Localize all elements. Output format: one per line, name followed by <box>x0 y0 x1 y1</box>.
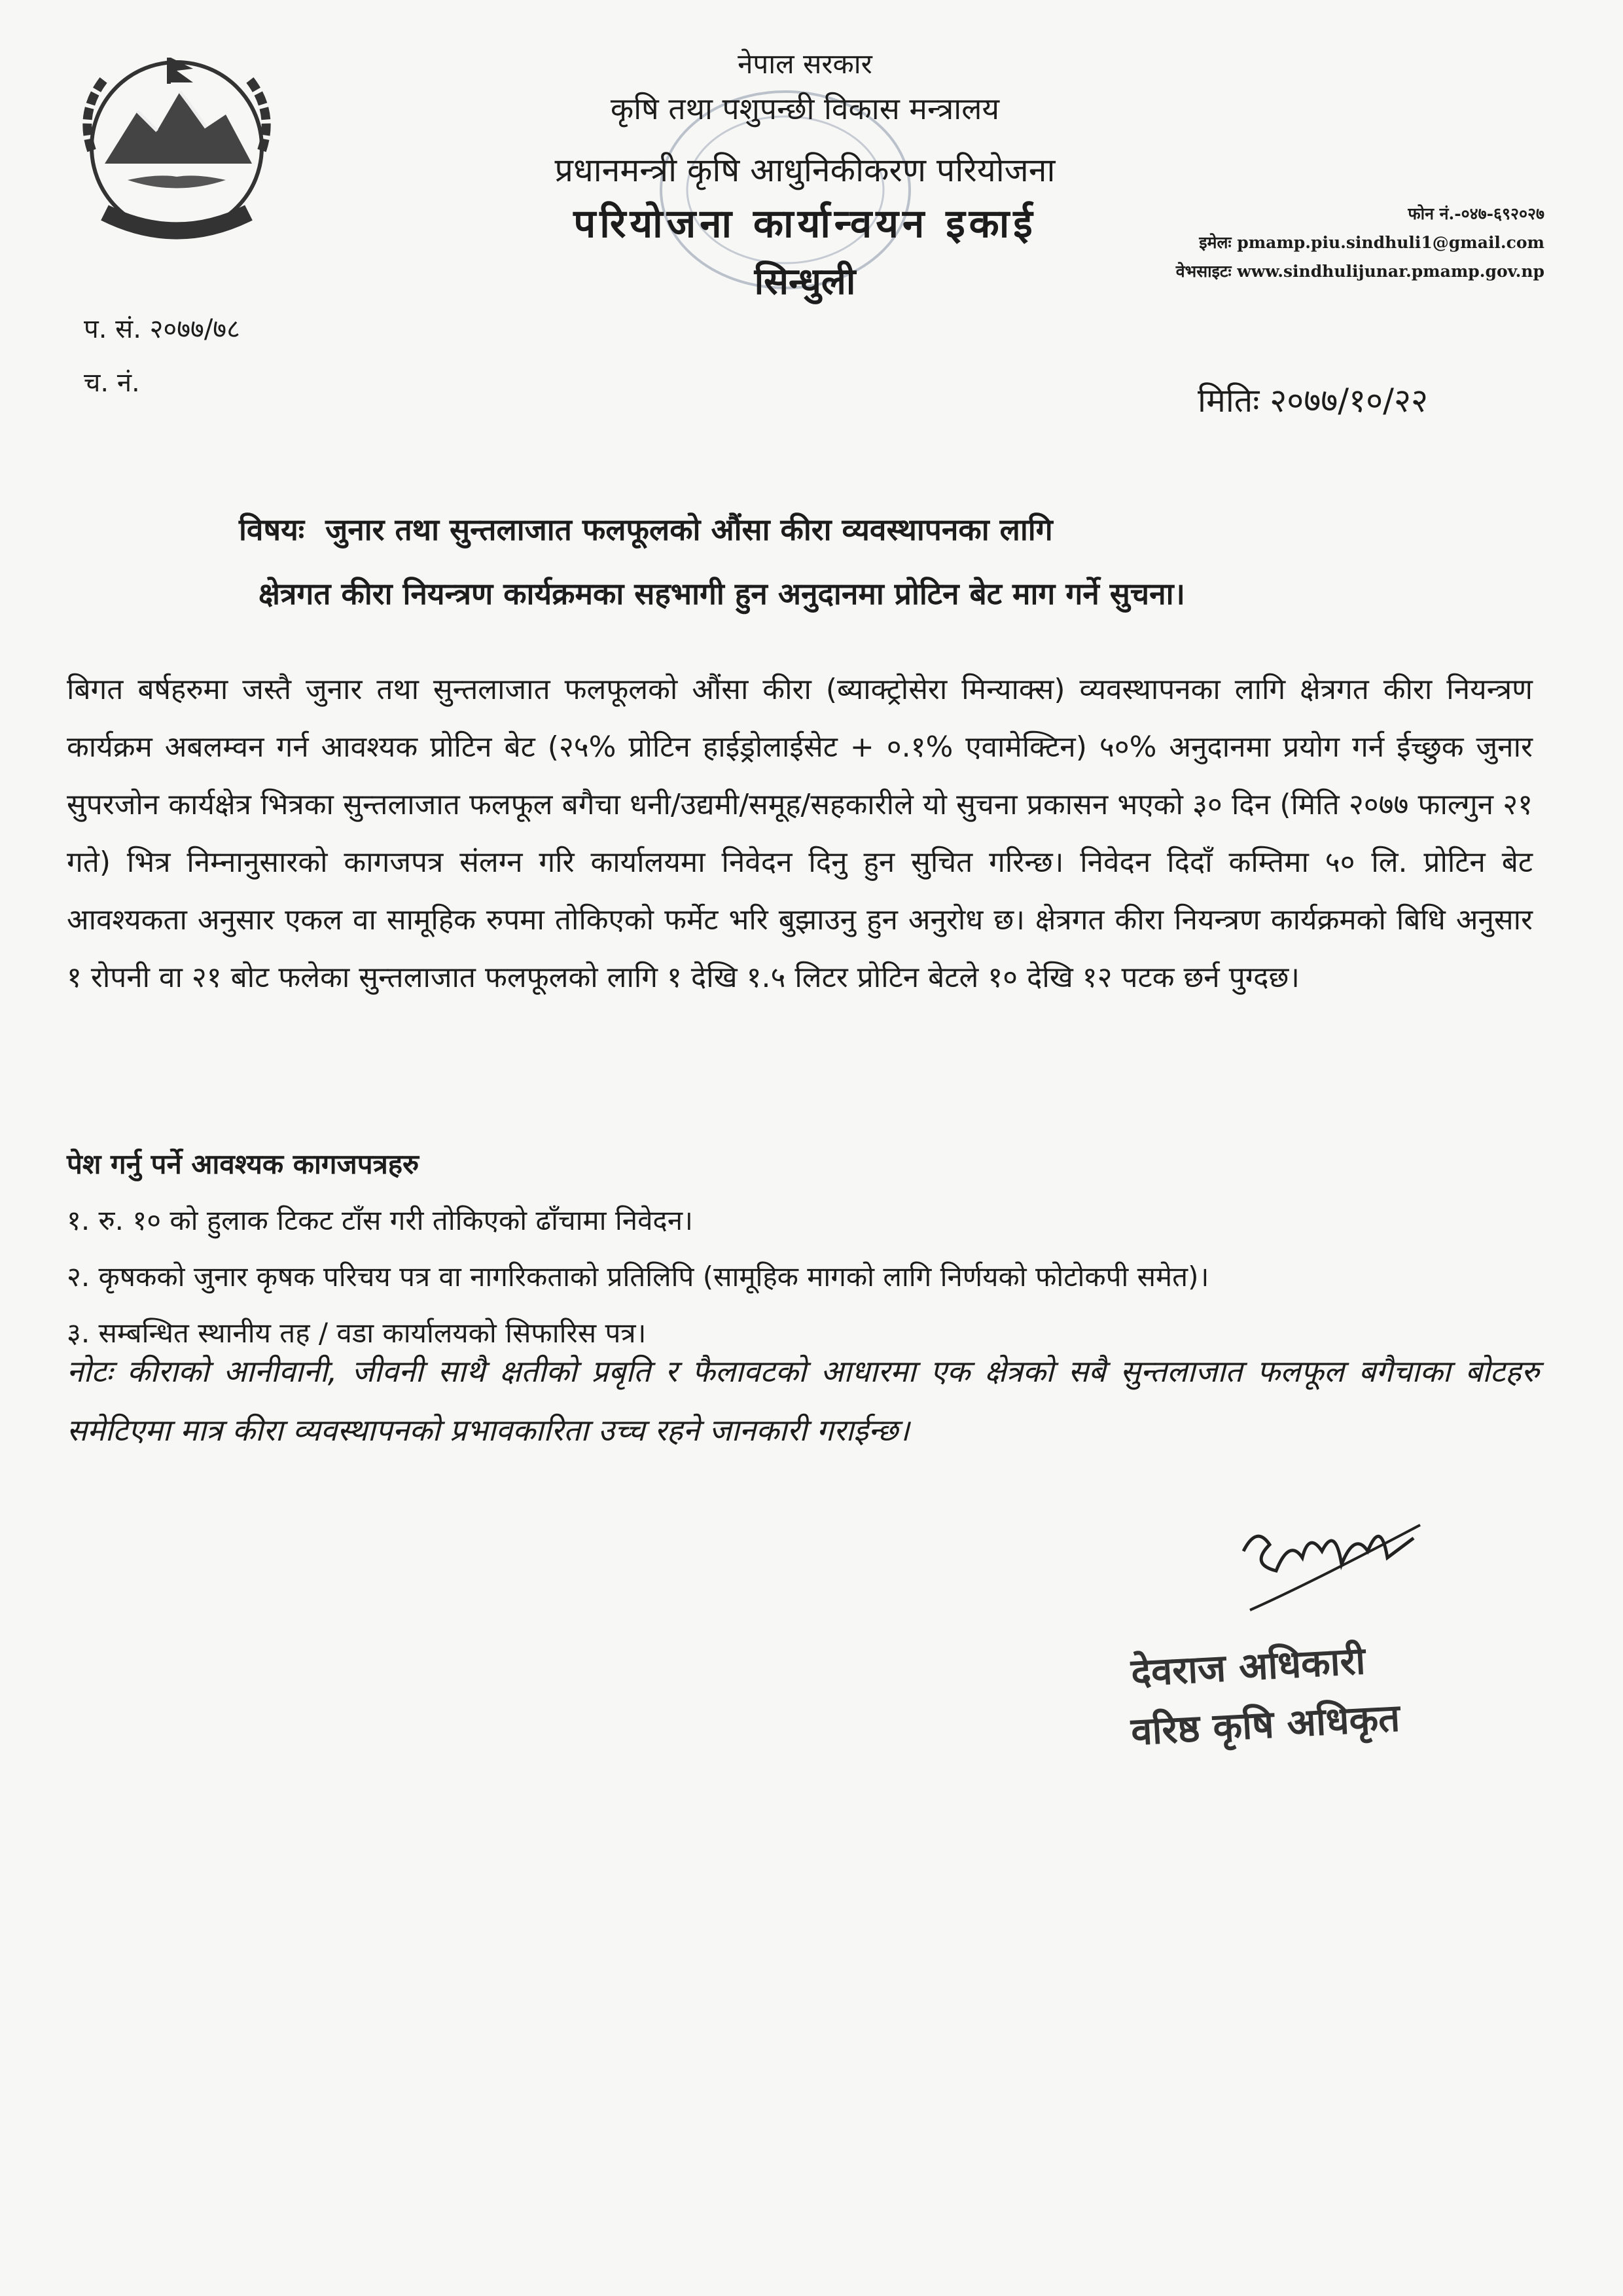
subject-text-2: क्षेत्रगत कीरा नियन्त्रण कार्यक्रमका सहभागी हुन अनुदानमा प्रोटिन बेट माग गर्ने सुचना। <box>259 576 1185 611</box>
signer-block <box>1131 1636 1400 1754</box>
signature-scribble <box>1230 1512 1427 1623</box>
signer-title: वरिष्ठ कृषि अधिकृत <box>1130 1695 1401 1754</box>
signature <box>1230 1512 1427 1623</box>
reference-block <box>84 302 240 410</box>
requirement-item: २. कृषकको जुनार कृषक परिचय पत्र वा नागरिकताको प्रतिलिपि (सामूहिक मागको लागि निर्णयको फोटोकपी समेत)। <box>67 1261 1209 1293</box>
signer-name: देवराज अधिकारी <box>1130 1638 1366 1695</box>
requirement-item: १. रु. १० को हुलाक टिकट टाँस गरी तोकिएको ढाँचामा निवेदन। <box>67 1204 693 1236</box>
letter-date: मितिः २०७७/१०/२२ <box>1198 382 1428 420</box>
contact-website: वेभसाइटः www.sindhulijunar.pmamp.gov.np <box>1175 262 1544 281</box>
nepal-emblem <box>65 39 288 255</box>
subject-text-1: जुनार तथा सुन्तलाजात फलफूलको औंसा कीरा व्यवस्थापनका लागि <box>325 512 1053 547</box>
letter-number: प. सं. २०७७/७८ <box>84 314 240 344</box>
contact-email: इमेलः pmamp.piu.sindhuli1@gmail.com <box>1199 233 1544 252</box>
header-ministry: कृषि तथा पशुपन्छी विकास मन्त्रालय <box>610 91 1000 126</box>
header-district: सिन्धुली <box>754 260 856 303</box>
contact-block <box>1126 200 1544 286</box>
header-project: प्रधानमन्त्री कृषि आधुनिकीकरण परियोजना <box>554 151 1056 189</box>
dispatch-number: च. नं. <box>84 368 140 398</box>
subject-block <box>239 497 1515 626</box>
header-unit: परियोजना कार्यान्वयन इकाई <box>573 201 1037 247</box>
subject-line-1 <box>239 497 1515 562</box>
subject-label: विषयः <box>239 512 305 547</box>
contact-phone: फोन नं.-०४७-६९२०२७ <box>1408 204 1544 223</box>
requirements-block <box>67 1136 1559 1361</box>
note-paragraph: नोटः कीराको आनीवानी, जीवनी साथै क्षतीको प्रबृति र फैलावटको आधारमा एक क्षेत्रको सबै सुन्तलाजात फलफूल बगैचाका बोटहरु समेटिएमा मात्र कीरा व्यवस्थापनको प्रभावकारिता उच्च रहने जानकारी गराईन्छ। <box>67 1354 1539 1448</box>
header-government: नेपाल सरकार <box>738 48 872 80</box>
requirement-item: ३. सम्बन्धित स्थानीय तह / वडा कार्यालयको सिफारिस पत्र। <box>67 1317 647 1349</box>
body-paragraph: बिगत बर्षहरुमा जस्तै जुनार तथा सुन्तलाजात फलफूलको औंसा कीरा (ब्याक्ट्रोसेरा मिन्याक्स) व्यवस्थापनका लागि क्षेत्रगत कीरा नियन्त्रण कार्यक्रम अबलम्वन गर्न आवश्यक प्रोटिन बेट (२५% प्रोटिन हाईड्रोलाईसेट + ०.१% एवामेक्टिन) ५०% अनुदानमा प्रयोग गर्न ईच्छुक जुनार सुपरजोन कार्यक्षेत्र भित्रका सुन्तलाजात फलफूल बगैचा धनी/उद्यमी/समूह/सहकारीले यो सुचना प्रकासन भएको ३० दिन (मिति २०७७ फाल्गुन २१ गते) भित्र निम्नानुसारको कागजपत्र संलग्न गरि कार्यालयमा निवेदन दिनु हुन सुचित गरिन्छ। निवेदन दिदाँ कम्तिमा ५० लि. प्रोटिन बेट आवश्यकता अनुसार एकल वा सामूहिक रुपमा तोकिएको फर्मेट भरि बुझाउनु हुन अनुरोध छ। क्षेत्रगत कीरा नियन्त्रण कार्यक्रमको बिधि अनुसार १ रोपनी वा २१ बोट फलेका सुन्तलाजात फलफूलको लागि १ देखि १.५ लिटर प्रोटिन बेटले १० देखि १२ पटक छर्न पुग्दछ। <box>67 673 1533 994</box>
emblem-graphic <box>65 39 288 255</box>
requirements-heading: पेश गर्नु पर्ने आवश्यक कागजपत्रहरु <box>67 1148 419 1180</box>
